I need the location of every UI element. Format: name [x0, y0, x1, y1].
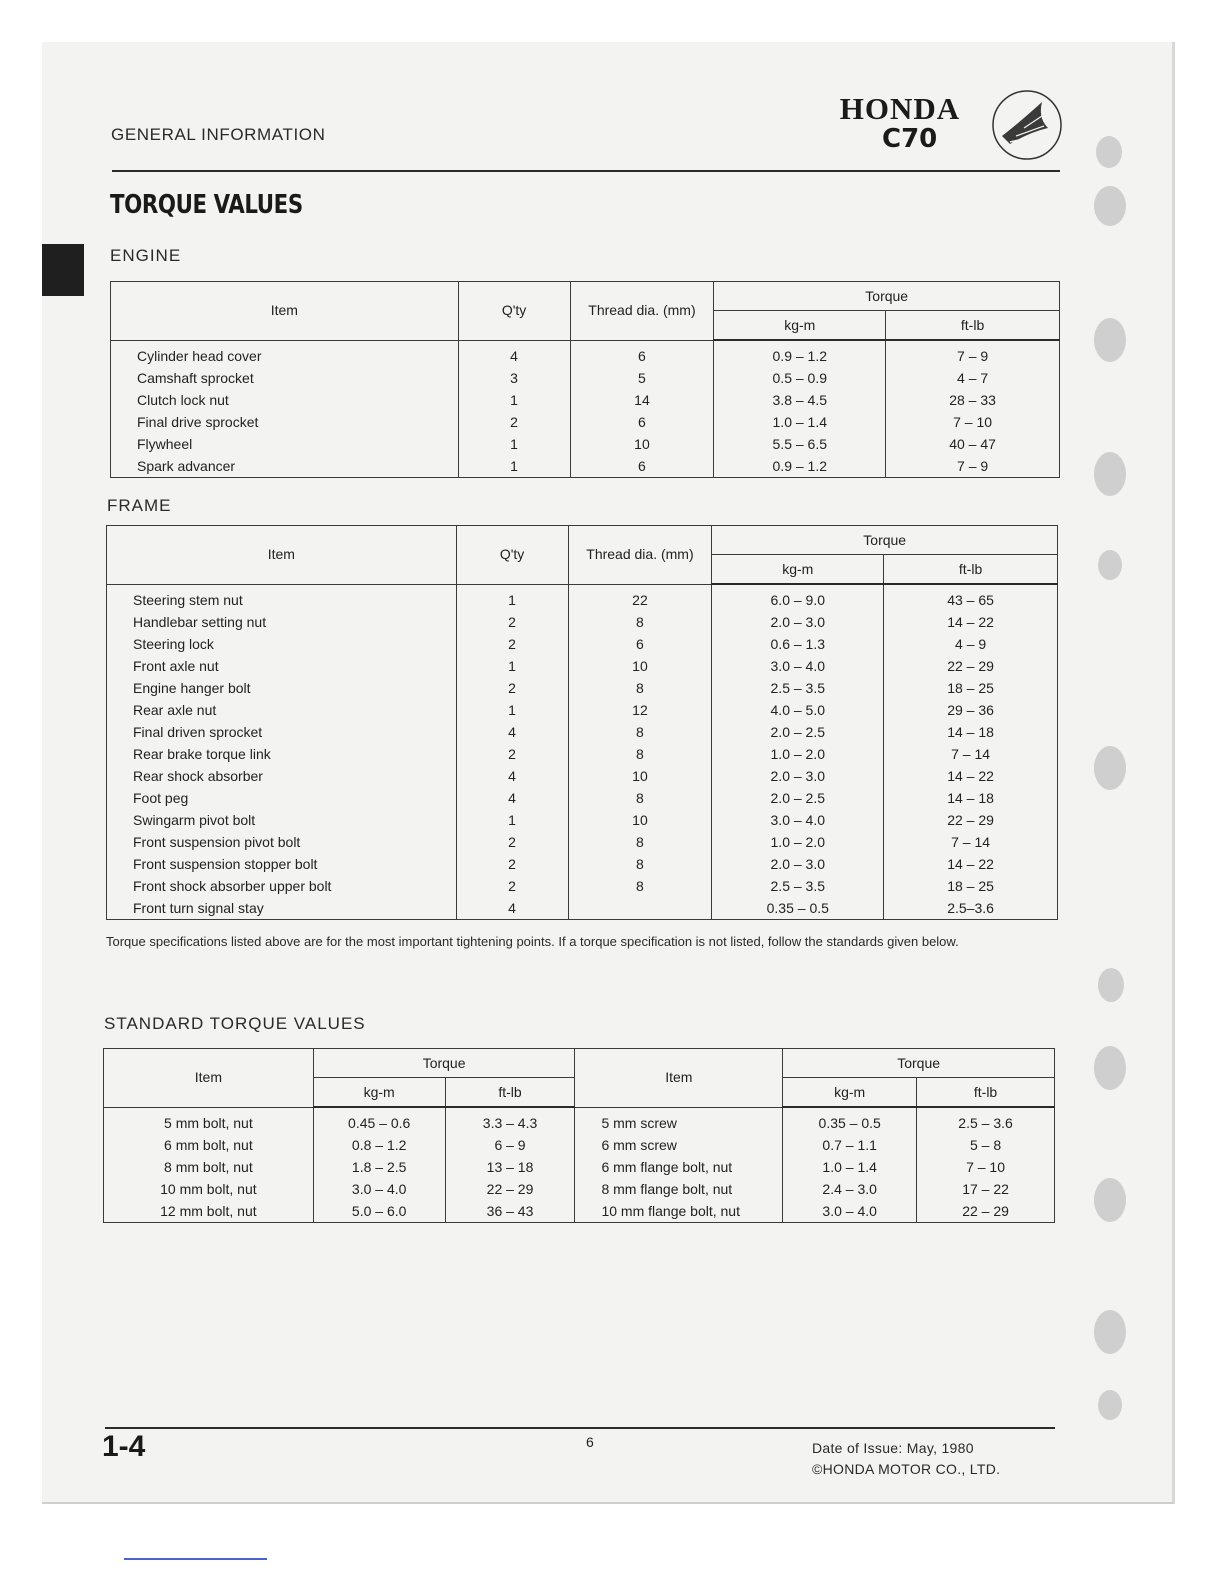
- honda-wing-logo: [990, 88, 1064, 162]
- qty-cell: 2: [456, 611, 568, 633]
- engine-torque-table: [110, 281, 1060, 478]
- ftlb-cell: 14 – 18: [884, 721, 1058, 743]
- frame-label: FRAME: [107, 496, 172, 515]
- item-cell: 5 mm bolt, nut: [104, 1107, 314, 1134]
- ftlb-cell: 14 – 18: [884, 787, 1058, 809]
- brand-name: HONDA: [839, 91, 961, 126]
- item-cell: 10 mm bolt, nut: [104, 1178, 314, 1200]
- table-row: [111, 367, 1060, 389]
- header-rule: [112, 170, 1060, 172]
- binder-hole: [1098, 1390, 1122, 1420]
- item-cell: Spark advancer: [111, 455, 459, 478]
- item-cell: 6 mm bolt, nut: [104, 1134, 314, 1156]
- table-row: [104, 1200, 1055, 1223]
- ftlb-cell: 14 – 22: [884, 611, 1058, 633]
- item-cell: Engine hanger bolt: [107, 677, 457, 699]
- col-item-right: Item: [575, 1049, 783, 1108]
- thread-cell: 22: [568, 584, 712, 611]
- kgm-cell: 4.0 – 5.0: [712, 699, 884, 721]
- thread-cell: 10: [568, 765, 712, 787]
- col-item: Item: [107, 526, 457, 585]
- table-row: [107, 897, 1058, 920]
- item-cell: Steering lock: [107, 633, 457, 655]
- kgm-cell: 1.0 – 2.0: [712, 743, 884, 765]
- ftlb-cell: 6 – 9: [445, 1134, 575, 1156]
- thread-cell: 8: [568, 611, 712, 633]
- thread-cell: 12: [568, 699, 712, 721]
- kgm-cell: 1.0 – 1.4: [783, 1156, 917, 1178]
- binder-hole: [1096, 136, 1122, 168]
- qty-cell: 4: [458, 340, 570, 367]
- thread-cell: 14: [570, 389, 714, 411]
- ftlb-cell: 29 – 36: [884, 699, 1058, 721]
- engine-label: ENGINE: [110, 246, 182, 265]
- footer-rule: [105, 1427, 1055, 1429]
- qty-cell: 4: [456, 897, 568, 920]
- ftlb-cell: 4 – 9: [884, 633, 1058, 655]
- item-cell: Rear shock absorber: [107, 765, 457, 787]
- ftlb-cell: 7 – 14: [884, 831, 1058, 853]
- table-row: [111, 433, 1060, 455]
- ftlb-cell: 7 – 9: [886, 340, 1060, 367]
- ftlb-cell: 2.5–3.6: [884, 897, 1058, 920]
- thread-cell: [568, 897, 712, 920]
- ftlb-cell: 22 – 29: [917, 1200, 1055, 1223]
- table-row: [104, 1107, 1055, 1134]
- frame-torque-table: [106, 525, 1058, 920]
- table-row: [107, 831, 1058, 853]
- binder-hole: [1094, 452, 1126, 496]
- kgm-cell: 3.0 – 4.0: [712, 655, 884, 677]
- col-item-left: Item: [104, 1049, 314, 1108]
- thread-cell: 8: [568, 875, 712, 897]
- thread-cell: 6: [570, 340, 714, 367]
- ftlb-cell: 22 – 29: [884, 655, 1058, 677]
- engine-rows: [111, 340, 1060, 478]
- kgm-cell: 2.5 – 3.5: [712, 875, 884, 897]
- ftlb-cell: 17 – 22: [917, 1178, 1055, 1200]
- item-cell: Front shock absorber upper bolt: [107, 875, 457, 897]
- kgm-cell: 2.0 – 3.0: [712, 611, 884, 633]
- chapter-tab: [42, 244, 84, 296]
- thread-cell: 6: [568, 633, 712, 655]
- kgm-cell: 2.4 – 3.0: [783, 1178, 917, 1200]
- col-ftlb-left: ft-lb: [445, 1078, 575, 1108]
- table-row: [107, 611, 1058, 633]
- ftlb-cell: 4 – 7: [886, 367, 1060, 389]
- col-ftlb: ft-lb: [886, 311, 1060, 341]
- item-cell: Flywheel: [111, 433, 459, 455]
- kgm-cell: 2.0 – 3.0: [712, 853, 884, 875]
- col-qty: Q'ty: [458, 282, 570, 341]
- qty-cell: 1: [456, 655, 568, 677]
- table-row: [104, 1156, 1055, 1178]
- ftlb-cell: 18 – 25: [884, 875, 1058, 897]
- kgm-cell: 1.0 – 1.4: [714, 411, 886, 433]
- issue-date: Date of Issue: May, 1980: [812, 1440, 974, 1456]
- col-torque: Torque: [714, 282, 1060, 311]
- table-row: [107, 721, 1058, 743]
- kgm-cell: 0.6 – 1.3: [712, 633, 884, 655]
- kgm-cell: 2.0 – 2.5: [712, 787, 884, 809]
- item-cell: 12 mm bolt, nut: [104, 1200, 314, 1223]
- kgm-cell: 5.0 – 6.0: [313, 1200, 445, 1223]
- ftlb-cell: 43 – 65: [884, 584, 1058, 611]
- qty-cell: 4: [456, 721, 568, 743]
- col-kgm-left: kg-m: [313, 1078, 445, 1108]
- model-name: C70: [882, 124, 938, 154]
- binder-hole: [1098, 550, 1122, 580]
- thread-cell: 8: [568, 743, 712, 765]
- item-cell: Rear axle nut: [107, 699, 457, 721]
- thread-cell: 8: [568, 831, 712, 853]
- kgm-cell: 0.8 – 1.2: [313, 1134, 445, 1156]
- ftlb-cell: 36 – 43: [445, 1200, 575, 1223]
- kgm-cell: 1.8 – 2.5: [313, 1156, 445, 1178]
- qty-cell: 4: [456, 787, 568, 809]
- col-item: Item: [111, 282, 459, 341]
- blue-underline: [124, 1558, 267, 1560]
- thread-cell: 10: [568, 655, 712, 677]
- item-cell: Final driven sprocket: [107, 721, 457, 743]
- ftlb-cell: 7 – 14: [884, 743, 1058, 765]
- center-page-number: 6: [586, 1434, 594, 1450]
- thread-cell: 10: [570, 433, 714, 455]
- table-row: [107, 655, 1058, 677]
- copyright: ©HONDA MOTOR CO., LTD.: [812, 1461, 1001, 1477]
- qty-cell: 1: [456, 809, 568, 831]
- item-cell: Front suspension pivot bolt: [107, 831, 457, 853]
- item-cell: Camshaft sprocket: [111, 367, 459, 389]
- binder-hole: [1094, 1046, 1126, 1090]
- qty-cell: 1: [456, 699, 568, 721]
- item-cell: Final drive sprocket: [111, 411, 459, 433]
- table-row: [111, 411, 1060, 433]
- table-row: [107, 875, 1058, 897]
- ftlb-cell: 28 – 33: [886, 389, 1060, 411]
- table-row: [111, 340, 1060, 367]
- table-row: [111, 455, 1060, 478]
- ftlb-cell: 7 – 10: [917, 1156, 1055, 1178]
- kgm-cell: 6.0 – 9.0: [712, 584, 884, 611]
- item-cell: Clutch lock nut: [111, 389, 459, 411]
- thread-cell: 6: [570, 455, 714, 478]
- kgm-cell: 2.0 – 3.0: [712, 765, 884, 787]
- thread-cell: 8: [568, 721, 712, 743]
- item-cell: Front axle nut: [107, 655, 457, 677]
- item-cell: 6 mm screw: [575, 1134, 783, 1156]
- issue-info: [812, 1438, 1000, 1480]
- standard-torque-table: [103, 1048, 1055, 1223]
- col-kgm-right: kg-m: [783, 1078, 917, 1108]
- kgm-cell: 3.0 – 4.0: [783, 1200, 917, 1223]
- kgm-cell: 2.5 – 3.5: [712, 677, 884, 699]
- col-thread: Thread dia. (mm): [568, 526, 712, 585]
- kgm-cell: 0.35 – 0.5: [712, 897, 884, 920]
- thread-cell: 6: [570, 411, 714, 433]
- kgm-cell: 1.0 – 2.0: [712, 831, 884, 853]
- item-cell: Steering stem nut: [107, 584, 457, 611]
- ftlb-cell: 2.5 – 3.6: [917, 1107, 1055, 1134]
- table-row: [104, 1134, 1055, 1156]
- binder-hole: [1094, 318, 1126, 362]
- brand-block: [812, 93, 988, 153]
- kgm-cell: 0.45 – 0.6: [313, 1107, 445, 1134]
- page-title: TORQUE VALUES: [110, 190, 303, 220]
- kgm-cell: 0.9 – 1.2: [714, 340, 886, 367]
- binder-hole: [1094, 746, 1126, 790]
- kgm-cell: 0.9 – 1.2: [714, 455, 886, 478]
- kgm-cell: 5.5 – 6.5: [714, 433, 886, 455]
- qty-cell: 2: [456, 831, 568, 853]
- table-row: [107, 765, 1058, 787]
- kgm-cell: 3.8 – 4.5: [714, 389, 886, 411]
- binder-hole: [1094, 1178, 1126, 1222]
- col-torque: Torque: [712, 526, 1058, 555]
- qty-cell: 3: [458, 367, 570, 389]
- kgm-cell: 0.5 – 0.9: [714, 367, 886, 389]
- item-cell: Front suspension stopper bolt: [107, 853, 457, 875]
- col-torque-right: Torque: [783, 1049, 1055, 1078]
- qty-cell: 1: [458, 433, 570, 455]
- col-qty: Q'ty: [456, 526, 568, 585]
- item-cell: Cylinder head cover: [111, 340, 459, 367]
- qty-cell: 2: [456, 875, 568, 897]
- binder-hole: [1094, 1310, 1126, 1354]
- table-row: [107, 677, 1058, 699]
- ftlb-cell: 22 – 29: [884, 809, 1058, 831]
- kgm-cell: 0.7 – 1.1: [783, 1134, 917, 1156]
- qty-cell: 1: [458, 389, 570, 411]
- col-ftlb-right: ft-lb: [917, 1078, 1055, 1108]
- col-ftlb: ft-lb: [884, 555, 1058, 585]
- binder-hole: [1098, 968, 1124, 1002]
- qty-cell: 2: [456, 677, 568, 699]
- frame-rows: [107, 584, 1058, 920]
- ftlb-cell: 22 – 29: [445, 1178, 575, 1200]
- qty-cell: 2: [456, 743, 568, 765]
- item-cell: Front turn signal stay: [107, 897, 457, 920]
- ftlb-cell: 7 – 9: [886, 455, 1060, 478]
- ftlb-cell: 18 – 25: [884, 677, 1058, 699]
- thread-cell: 5: [570, 367, 714, 389]
- table-row: [107, 853, 1058, 875]
- item-cell: 8 mm flange bolt, nut: [575, 1178, 783, 1200]
- thread-cell: 8: [568, 853, 712, 875]
- thread-cell: 8: [568, 677, 712, 699]
- table-row: [107, 699, 1058, 721]
- torque-note: Torque specifications listed above are for the most important tightening points. If a torque specification is not listed, follow the standards given below.: [106, 934, 959, 949]
- qty-cell: 1: [458, 455, 570, 478]
- kgm-cell: 3.0 – 4.0: [712, 809, 884, 831]
- thread-cell: 8: [568, 787, 712, 809]
- table-row: [107, 584, 1058, 611]
- qty-cell: 1: [456, 584, 568, 611]
- ftlb-cell: 14 – 22: [884, 853, 1058, 875]
- table-row: [107, 743, 1058, 765]
- standard-rows: [104, 1107, 1055, 1223]
- table-row: [107, 787, 1058, 809]
- item-cell: 5 mm screw: [575, 1107, 783, 1134]
- binder-hole: [1094, 186, 1126, 226]
- item-cell: Rear brake torque link: [107, 743, 457, 765]
- qty-cell: 4: [456, 765, 568, 787]
- ftlb-cell: 5 – 8: [917, 1134, 1055, 1156]
- item-cell: Handlebar setting nut: [107, 611, 457, 633]
- qty-cell: 2: [458, 411, 570, 433]
- ftlb-cell: 14 – 22: [884, 765, 1058, 787]
- col-thread: Thread dia. (mm): [570, 282, 714, 341]
- table-row: [107, 809, 1058, 831]
- item-cell: 6 mm flange bolt, nut: [575, 1156, 783, 1178]
- kgm-cell: 2.0 – 2.5: [712, 721, 884, 743]
- ftlb-cell: 3.3 – 4.3: [445, 1107, 575, 1134]
- table-row: [111, 389, 1060, 411]
- ftlb-cell: 7 – 10: [886, 411, 1060, 433]
- item-cell: 8 mm bolt, nut: [104, 1156, 314, 1178]
- section-header: GENERAL INFORMATION: [111, 125, 326, 144]
- ftlb-cell: 13 – 18: [445, 1156, 575, 1178]
- table-row: [107, 633, 1058, 655]
- qty-cell: 2: [456, 853, 568, 875]
- col-kgm: kg-m: [712, 555, 884, 585]
- table-row: [104, 1178, 1055, 1200]
- standard-label: STANDARD TORQUE VALUES: [104, 1014, 366, 1033]
- qty-cell: 2: [456, 633, 568, 655]
- kgm-cell: 3.0 – 4.0: [313, 1178, 445, 1200]
- thread-cell: 10: [568, 809, 712, 831]
- col-torque-left: Torque: [313, 1049, 575, 1078]
- col-kgm: kg-m: [714, 311, 886, 341]
- page-number: 1-4: [102, 1430, 146, 1463]
- item-cell: Foot peg: [107, 787, 457, 809]
- kgm-cell: 0.35 – 0.5: [783, 1107, 917, 1134]
- ftlb-cell: 40 – 47: [886, 433, 1060, 455]
- item-cell: Swingarm pivot bolt: [107, 809, 457, 831]
- item-cell: 10 mm flange bolt, nut: [575, 1200, 783, 1223]
